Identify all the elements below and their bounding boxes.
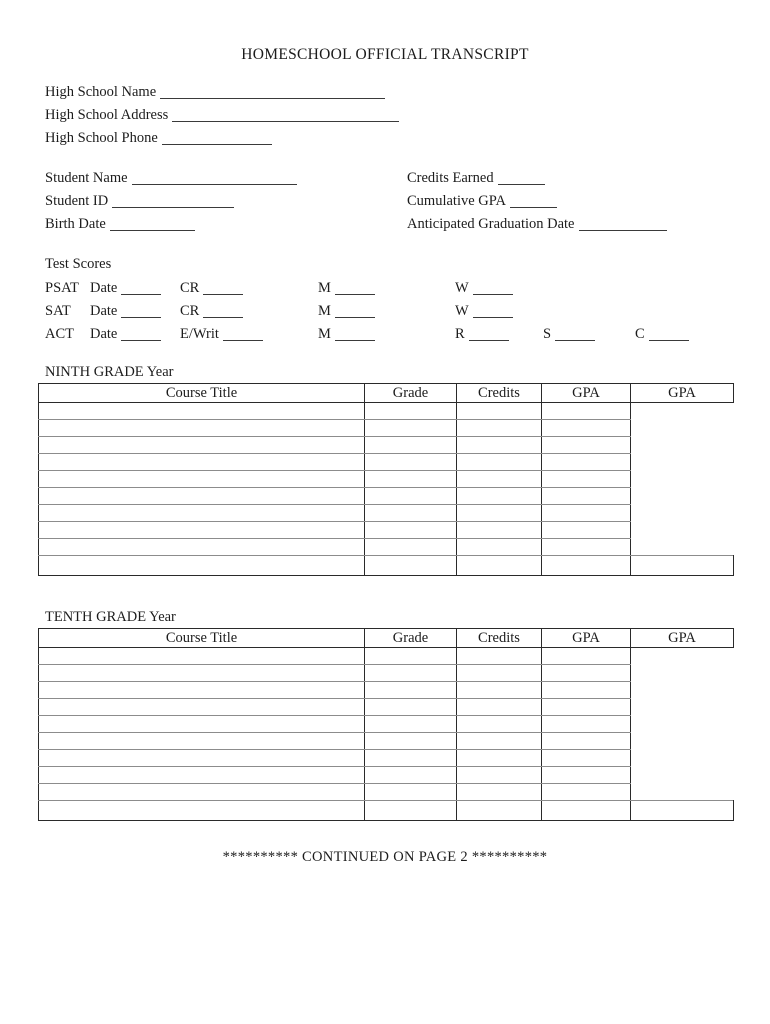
course-title-cell[interactable]	[39, 437, 365, 454]
student-name-blank[interactable]	[132, 173, 297, 185]
school-info-section	[45, 84, 399, 153]
course-title-cell[interactable]	[39, 784, 365, 801]
credits-cell[interactable]	[457, 733, 542, 750]
act-r-blank[interactable]	[469, 329, 509, 341]
grade-cell[interactable]	[365, 420, 457, 437]
act-c-blank[interactable]	[649, 329, 689, 341]
school-phone-label: High School Phone	[45, 130, 158, 146]
gpa-final-ghost	[631, 648, 734, 665]
gpa-cell[interactable]	[542, 767, 631, 784]
course-title-cell[interactable]	[39, 539, 365, 556]
course-row	[39, 648, 734, 665]
graduation-date-blank[interactable]	[579, 219, 667, 231]
act-s-blank[interactable]	[555, 329, 595, 341]
gpa-final-ghost	[631, 522, 734, 539]
school-name-label: High School Name	[45, 84, 157, 100]
sat-date-field	[90, 303, 161, 320]
course-title-cell[interactable]	[39, 699, 365, 716]
credits-cell[interactable]	[457, 750, 542, 767]
credits-cell[interactable]	[457, 522, 542, 539]
grade-cell[interactable]	[365, 556, 457, 576]
course-title-cell[interactable]	[39, 420, 365, 437]
psat-date-field	[90, 280, 161, 297]
student-info-left	[45, 170, 297, 239]
act-s-label: S	[543, 326, 552, 342]
gpa-final-ghost	[631, 767, 734, 784]
act-m-field	[318, 326, 375, 343]
gpa-cell[interactable]	[542, 420, 631, 437]
gpa-final-ghost	[631, 682, 734, 699]
credits-cell[interactable]	[457, 784, 542, 801]
sat-label: SAT	[45, 303, 71, 319]
credits-header: Credits	[457, 629, 542, 648]
credits-cell[interactable]	[457, 556, 542, 576]
course-title-cell[interactable]	[39, 522, 365, 539]
grade-cell[interactable]	[365, 733, 457, 750]
grade-cell[interactable]	[365, 505, 457, 522]
course-title-cell[interactable]	[39, 556, 365, 576]
gpa-cell[interactable]	[542, 682, 631, 699]
grade-cell[interactable]	[365, 539, 457, 556]
tenth-grade-table	[38, 628, 734, 821]
sat-m-blank[interactable]	[335, 306, 375, 318]
gpa-cell[interactable]	[542, 403, 631, 420]
course-row	[39, 539, 734, 556]
sat-date-label: Date	[90, 303, 118, 319]
credits-cell[interactable]	[457, 488, 542, 505]
cumulative-gpa-field	[407, 193, 667, 216]
gpa-final-ghost	[631, 699, 734, 716]
act-ewrit-field	[180, 326, 263, 343]
gpa-final-ghost	[631, 716, 734, 733]
gpa-cell[interactable]	[542, 539, 631, 556]
credits-earned-blank[interactable]	[498, 173, 545, 185]
birth-date-blank[interactable]	[110, 219, 195, 231]
table-header-row	[39, 384, 734, 403]
gpa-final-cell[interactable]	[631, 556, 734, 576]
credits-earned-field	[407, 170, 667, 193]
course-row	[39, 665, 734, 682]
gpa-final-ghost	[631, 454, 734, 471]
ninth-grade-table	[38, 383, 734, 576]
psat-m-blank[interactable]	[335, 283, 375, 295]
course-title-cell[interactable]	[39, 505, 365, 522]
gpa-final-ghost	[631, 420, 734, 437]
act-ewrit-label: E/Writ	[180, 326, 219, 342]
grade-cell[interactable]	[365, 488, 457, 505]
grade-cell[interactable]	[365, 437, 457, 454]
student-name-field	[45, 170, 297, 193]
gpa-final-ghost	[631, 471, 734, 488]
birth-date-label: Birth Date	[45, 216, 106, 232]
credits-cell[interactable]	[457, 801, 542, 821]
credits-cell[interactable]	[457, 403, 542, 420]
grade-cell[interactable]	[365, 801, 457, 821]
student-id-field	[45, 193, 297, 216]
course-row	[39, 750, 734, 767]
sat-m-label: M	[318, 303, 331, 319]
school-address-blank[interactable]	[172, 110, 399, 122]
sat-cr-label: CR	[180, 303, 200, 319]
gpa-cell[interactable]	[542, 648, 631, 665]
gpa-final-cell[interactable]	[631, 801, 734, 821]
psat-label: PSAT	[45, 280, 79, 296]
sat-cr-field	[180, 303, 243, 320]
grade-cell[interactable]	[365, 403, 457, 420]
gpa-final-ghost	[631, 665, 734, 682]
sat-m-field	[318, 303, 375, 320]
act-r-field	[455, 326, 509, 343]
psat-w-field	[455, 280, 513, 297]
grade-cell[interactable]	[365, 454, 457, 471]
sat-w-blank[interactable]	[473, 306, 513, 318]
gpa-final-ghost	[631, 539, 734, 556]
grade-header: Grade	[365, 384, 457, 403]
test-row-psat	[45, 280, 745, 298]
grade-cell[interactable]	[365, 522, 457, 539]
act-ewrit-blank[interactable]	[223, 329, 263, 341]
course-row	[39, 488, 734, 505]
act-m-blank[interactable]	[335, 329, 375, 341]
credits-cell[interactable]	[457, 539, 542, 556]
grade-cell[interactable]	[365, 784, 457, 801]
gpa-final-ghost	[631, 505, 734, 522]
course-row	[39, 784, 734, 801]
course-row	[39, 733, 734, 750]
school-name-field	[45, 84, 399, 107]
continued-footer: ********** CONTINUED ON PAGE 2 **********	[222, 849, 548, 865]
psat-w-blank[interactable]	[473, 283, 513, 295]
gpa-cell[interactable]	[542, 801, 631, 821]
act-date-blank[interactable]	[121, 329, 161, 341]
student-name-label: Student Name	[45, 170, 128, 186]
cumulative-gpa-blank[interactable]	[510, 196, 557, 208]
gpa-header: GPA	[542, 629, 631, 648]
course-row	[39, 420, 734, 437]
psat-w-label: W	[455, 280, 469, 296]
course-title-cell[interactable]	[39, 801, 365, 821]
grade-cell[interactable]	[365, 750, 457, 767]
credits-cell[interactable]	[457, 767, 542, 784]
course-title-cell[interactable]	[39, 648, 365, 665]
gpa-final-ghost	[631, 437, 734, 454]
test-row-sat	[45, 303, 745, 321]
tenth-grade-section-label: TENTH GRADE Year	[45, 609, 176, 625]
credits-cell[interactable]	[457, 471, 542, 488]
ninth-grade-section-label: NINTH GRADE Year	[45, 364, 174, 380]
grade-cell[interactable]	[365, 471, 457, 488]
act-c-label: C	[635, 326, 645, 342]
credits-cell[interactable]	[457, 716, 542, 733]
gpa-cell[interactable]	[542, 556, 631, 576]
credits-cell[interactable]	[457, 420, 542, 437]
grade-cell[interactable]	[365, 665, 457, 682]
psat-cr-blank[interactable]	[203, 283, 243, 295]
act-date-label: Date	[90, 326, 118, 342]
gpa-cell[interactable]	[542, 505, 631, 522]
psat-cr-field	[180, 280, 243, 297]
course-title-cell[interactable]	[39, 750, 365, 767]
gpa-final-ghost	[631, 784, 734, 801]
grade-cell[interactable]	[365, 648, 457, 665]
credits-cell[interactable]	[457, 682, 542, 699]
school-phone-blank[interactable]	[162, 133, 272, 145]
gpa-final-header: GPA	[631, 384, 734, 403]
graduation-date-label: Anticipated Graduation Date	[407, 216, 575, 232]
test-scores-section	[45, 256, 745, 348]
act-r-label: R	[455, 326, 465, 342]
student-id-blank[interactable]	[112, 196, 234, 208]
course-title-cell[interactable]	[39, 733, 365, 750]
course-title-cell[interactable]	[39, 682, 365, 699]
psat-m-label: M	[318, 280, 331, 296]
course-row	[39, 556, 734, 576]
course-row	[39, 716, 734, 733]
school-address-field	[45, 107, 399, 130]
table-header-row	[39, 629, 734, 648]
graduation-date-field	[407, 216, 667, 239]
course-title-header: Course Title	[39, 384, 365, 403]
credits-cell[interactable]	[457, 505, 542, 522]
course-row	[39, 801, 734, 821]
sat-w-label: W	[455, 303, 469, 319]
psat-date-label: Date	[90, 280, 118, 296]
act-c-field	[635, 326, 689, 343]
student-info-right	[407, 170, 667, 239]
gpa-cell[interactable]	[542, 488, 631, 505]
sat-date-blank[interactable]	[121, 306, 161, 318]
course-row	[39, 454, 734, 471]
sat-cr-blank[interactable]	[203, 306, 243, 318]
course-title-cell[interactable]	[39, 454, 365, 471]
gpa-cell[interactable]	[542, 733, 631, 750]
course-row	[39, 522, 734, 539]
gpa-final-ghost	[631, 488, 734, 505]
gpa-cell[interactable]	[542, 437, 631, 454]
grade-cell[interactable]	[365, 682, 457, 699]
credits-cell[interactable]	[457, 437, 542, 454]
cumulative-gpa-label: Cumulative GPA	[407, 193, 506, 209]
school-address-label: High School Address	[45, 107, 169, 123]
credits-cell[interactable]	[457, 648, 542, 665]
gpa-final-ghost	[631, 403, 734, 420]
gpa-header: GPA	[542, 384, 631, 403]
course-row	[39, 505, 734, 522]
act-date-field	[90, 326, 161, 343]
gpa-cell[interactable]	[542, 699, 631, 716]
course-row	[39, 682, 734, 699]
grade-header: Grade	[365, 629, 457, 648]
act-label: ACT	[45, 326, 74, 342]
school-name-blank[interactable]	[160, 87, 385, 99]
gpa-final-header: GPA	[631, 629, 734, 648]
test-scores-heading: Test Scores	[45, 256, 112, 272]
credits-earned-label: Credits Earned	[407, 170, 494, 186]
credits-cell[interactable]	[457, 699, 542, 716]
grade-cell[interactable]	[365, 716, 457, 733]
gpa-cell[interactable]	[542, 750, 631, 767]
psat-cr-label: CR	[180, 280, 200, 296]
gpa-cell[interactable]	[542, 665, 631, 682]
grade-cell[interactable]	[365, 767, 457, 784]
course-title-cell[interactable]	[39, 488, 365, 505]
credits-cell[interactable]	[457, 665, 542, 682]
course-row	[39, 699, 734, 716]
course-title-cell[interactable]	[39, 403, 365, 420]
gpa-cell[interactable]	[542, 454, 631, 471]
gpa-cell[interactable]	[542, 522, 631, 539]
sat-w-field	[455, 303, 513, 320]
psat-m-field	[318, 280, 375, 297]
credits-header: Credits	[457, 384, 542, 403]
act-s-field	[543, 326, 595, 343]
page-title: HOMESCHOOL OFFICIAL TRANSCRIPT	[241, 46, 529, 63]
grade-cell[interactable]	[365, 699, 457, 716]
gpa-cell[interactable]	[542, 784, 631, 801]
course-title-cell[interactable]	[39, 471, 365, 488]
gpa-cell[interactable]	[542, 716, 631, 733]
course-title-cell[interactable]	[39, 665, 365, 682]
course-row	[39, 437, 734, 454]
school-phone-field	[45, 130, 399, 153]
gpa-final-ghost	[631, 733, 734, 750]
gpa-final-ghost	[631, 750, 734, 767]
course-title-header: Course Title	[39, 629, 365, 648]
test-row-act	[45, 326, 745, 344]
course-row	[39, 767, 734, 784]
gpa-cell[interactable]	[542, 471, 631, 488]
course-title-cell[interactable]	[39, 767, 365, 784]
psat-date-blank[interactable]	[121, 283, 161, 295]
student-id-label: Student ID	[45, 193, 109, 209]
course-row	[39, 403, 734, 420]
course-row	[39, 471, 734, 488]
credits-cell[interactable]	[457, 454, 542, 471]
birth-date-field	[45, 216, 297, 239]
course-title-cell[interactable]	[39, 716, 365, 733]
act-m-label: M	[318, 326, 331, 342]
